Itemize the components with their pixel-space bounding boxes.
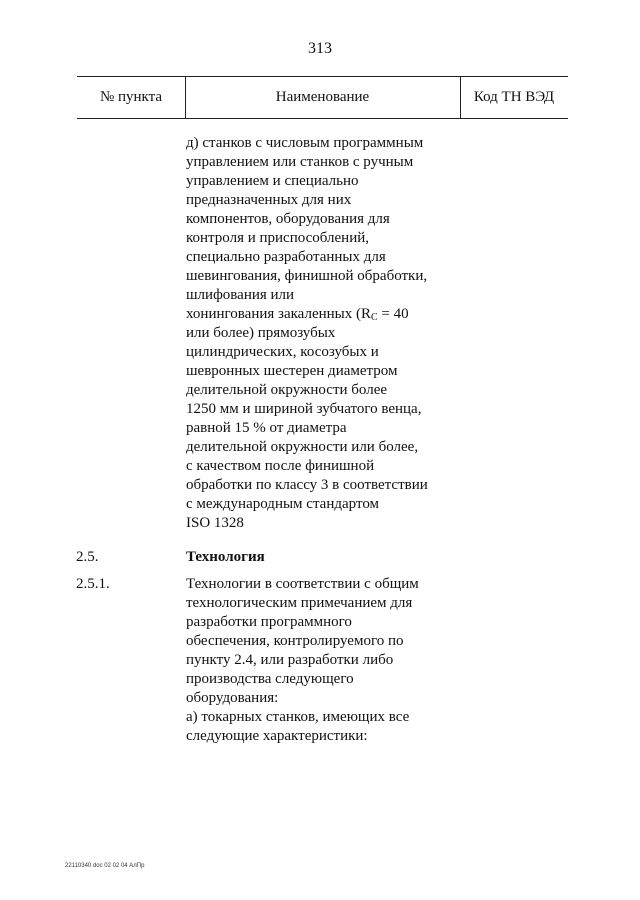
text-line: обработки по классу 3 в соответствии (186, 477, 428, 493)
section-2-5-title: Технология (186, 549, 265, 565)
text-line: шевингования, финишной обработки, (186, 268, 428, 284)
text-line: с качеством после финишной (186, 458, 375, 474)
page-number: 313 (308, 40, 332, 57)
text-line: управлением или станков с ручным (186, 154, 414, 170)
section-2-5-number: 2.5. (76, 549, 99, 565)
text-line: шевронных шестерен диаметром (186, 363, 398, 379)
text-line: производства следующего (186, 671, 354, 687)
text-line: оборудования: (186, 690, 279, 706)
text-line: специально разработанных для (186, 249, 386, 265)
rc-suffix: = 40 (377, 306, 409, 322)
text-line: разработки программного (186, 614, 352, 630)
text-line: делительной окружности или более, (186, 439, 419, 455)
text-line: Технологии в соответствии с общим (186, 576, 419, 592)
section-2-5-1-number: 2.5.1. (76, 576, 110, 592)
text-line: а) токарных станков, имеющих все (186, 709, 410, 725)
footer-document-code: 22110340 doc 02 02 04 АлПр (65, 863, 145, 869)
text-line: 1250 мм и шириной зубчатого венца, (186, 401, 422, 417)
header-name-column: Наименование (275, 89, 370, 105)
text-line: равной 15 % от диаметра (186, 420, 347, 436)
text-line: предназначенных для них (186, 192, 352, 208)
text-line: обеспечения, контролируемого по (186, 633, 404, 649)
text-line: компонентов, оборудования для (186, 211, 390, 227)
text-line: или более) прямозубых (186, 325, 336, 341)
header-code-column: Код ТН ВЭД (473, 89, 555, 105)
text-line: цилиндрических, косозубых и (186, 344, 379, 360)
text-line: ISO 1328 (186, 515, 244, 531)
section-2-5-1-text (186, 575, 419, 746)
rc-subscript: C (371, 312, 378, 323)
text-line: следующие характеристики: (186, 728, 368, 744)
table-header (77, 76, 568, 119)
text-line: делительной окружности более (186, 382, 388, 398)
text-line: д) станков с числовым программным (186, 135, 424, 151)
text-line: пункту 2.4, или разработки либо (186, 652, 394, 668)
text-line: шлифования или (186, 287, 295, 303)
header-number-column: № пункта (99, 89, 163, 105)
rc-prefix: хонингования закаленных (R (186, 306, 371, 322)
text-line: контроля и приспособлений, (186, 230, 370, 246)
text-line: технологическим примечанием для (186, 595, 413, 611)
text-line: с международным стандартом (186, 496, 380, 512)
item-d-text (186, 134, 428, 533)
rc-text-line (186, 305, 428, 324)
text-line: управлением и специально (186, 173, 359, 189)
